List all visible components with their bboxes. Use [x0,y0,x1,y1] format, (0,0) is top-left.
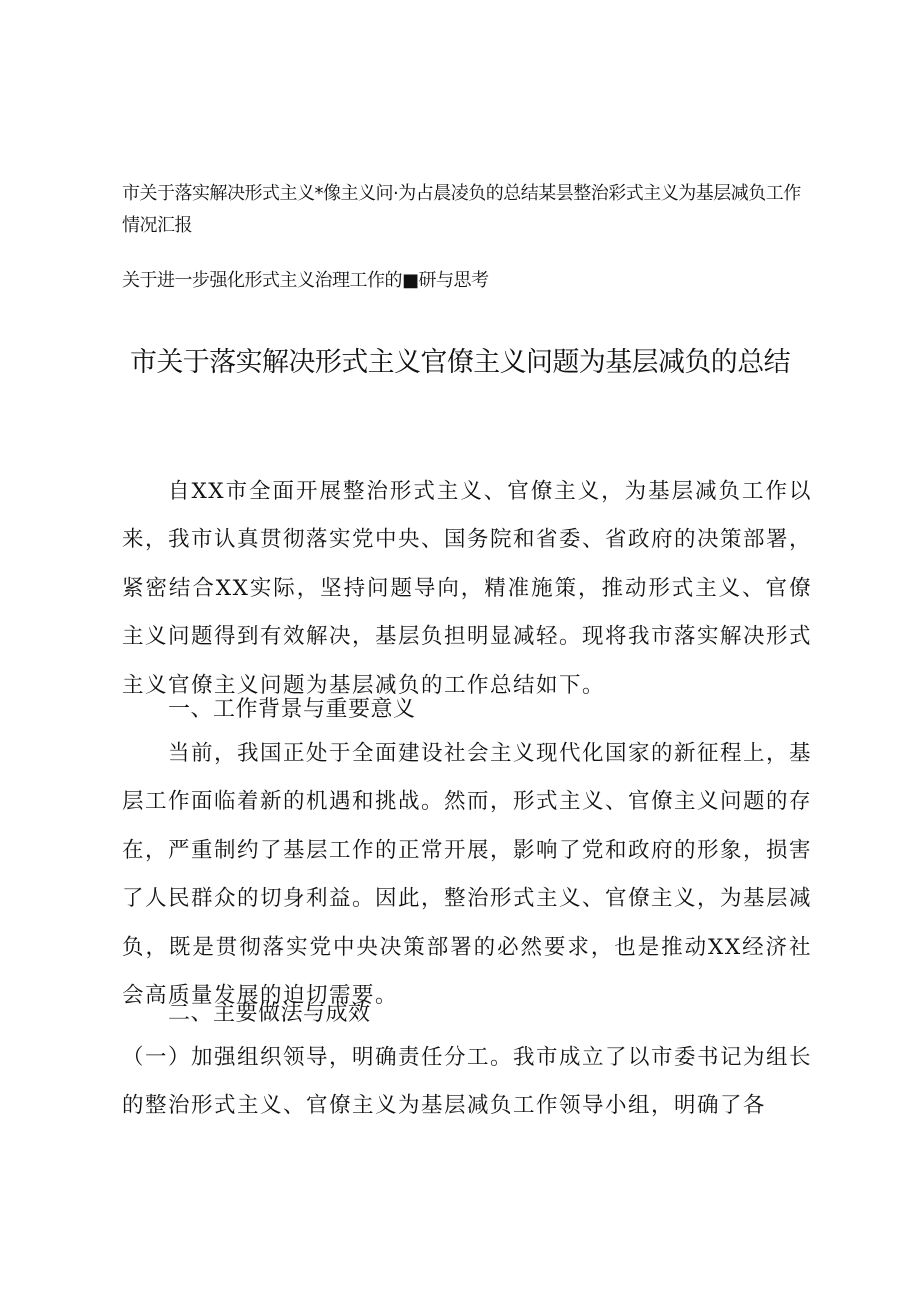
intro-paragraph: 自XX市全面开展整治形式主义、官僚主义，为基层减负工作以来，我市认真贯彻落实党中央、国务院和省委、省政府的决策部署，紧密结合XX实际，坚持问题导向，精准施策，推动形式主义、官僚主义问题得到有效解决，基层负担明显减轻。现将我市落实解决形式主义官僚主义问题为基层减负的工作总结如下。 [122,479,813,698]
section-paragraph-2: （一）加强组织领导，明确责任分工。我市成立了以市委书记为组长的整治形式主义、官僚主义为基层减负工作领导小组，明确了各 [122,1045,813,1119]
section-heading-1: 一、工作背景与重要意义 [168,697,416,722]
section-heading-2: 二、主要做法与成效 [168,1001,371,1026]
related-article-link-1[interactable]: 市关于落实解决形式主义*像主义问·为占晨凌负的总结某昙整治彩式主义为基层减负工作情况汇报 [122,183,801,236]
related-article-link-2[interactable]: 关于进一步强化形式主义治理工作的■研与思考 [122,270,489,291]
section-paragraph-1: 当前，我国正处于全面建设社会主义现代化国家的新征程上，基层工作面临着新的机遇和挑战。然而，形式主义、官僚主义问题的存在，严重制约了基层工作的正常开展，影响了党和政府的形象，损害了人民群众的切身利益。因此，整治形式主义、官僚主义，为基层减负，既是贯彻落实党中央决策部署的必然要求，也是推动XX经济社会高质量发展的迫切需要。 [122,741,813,1009]
document-title: 市关于落实解决形式主义官僚主义问题为基层减负的总结 [130,347,790,378]
